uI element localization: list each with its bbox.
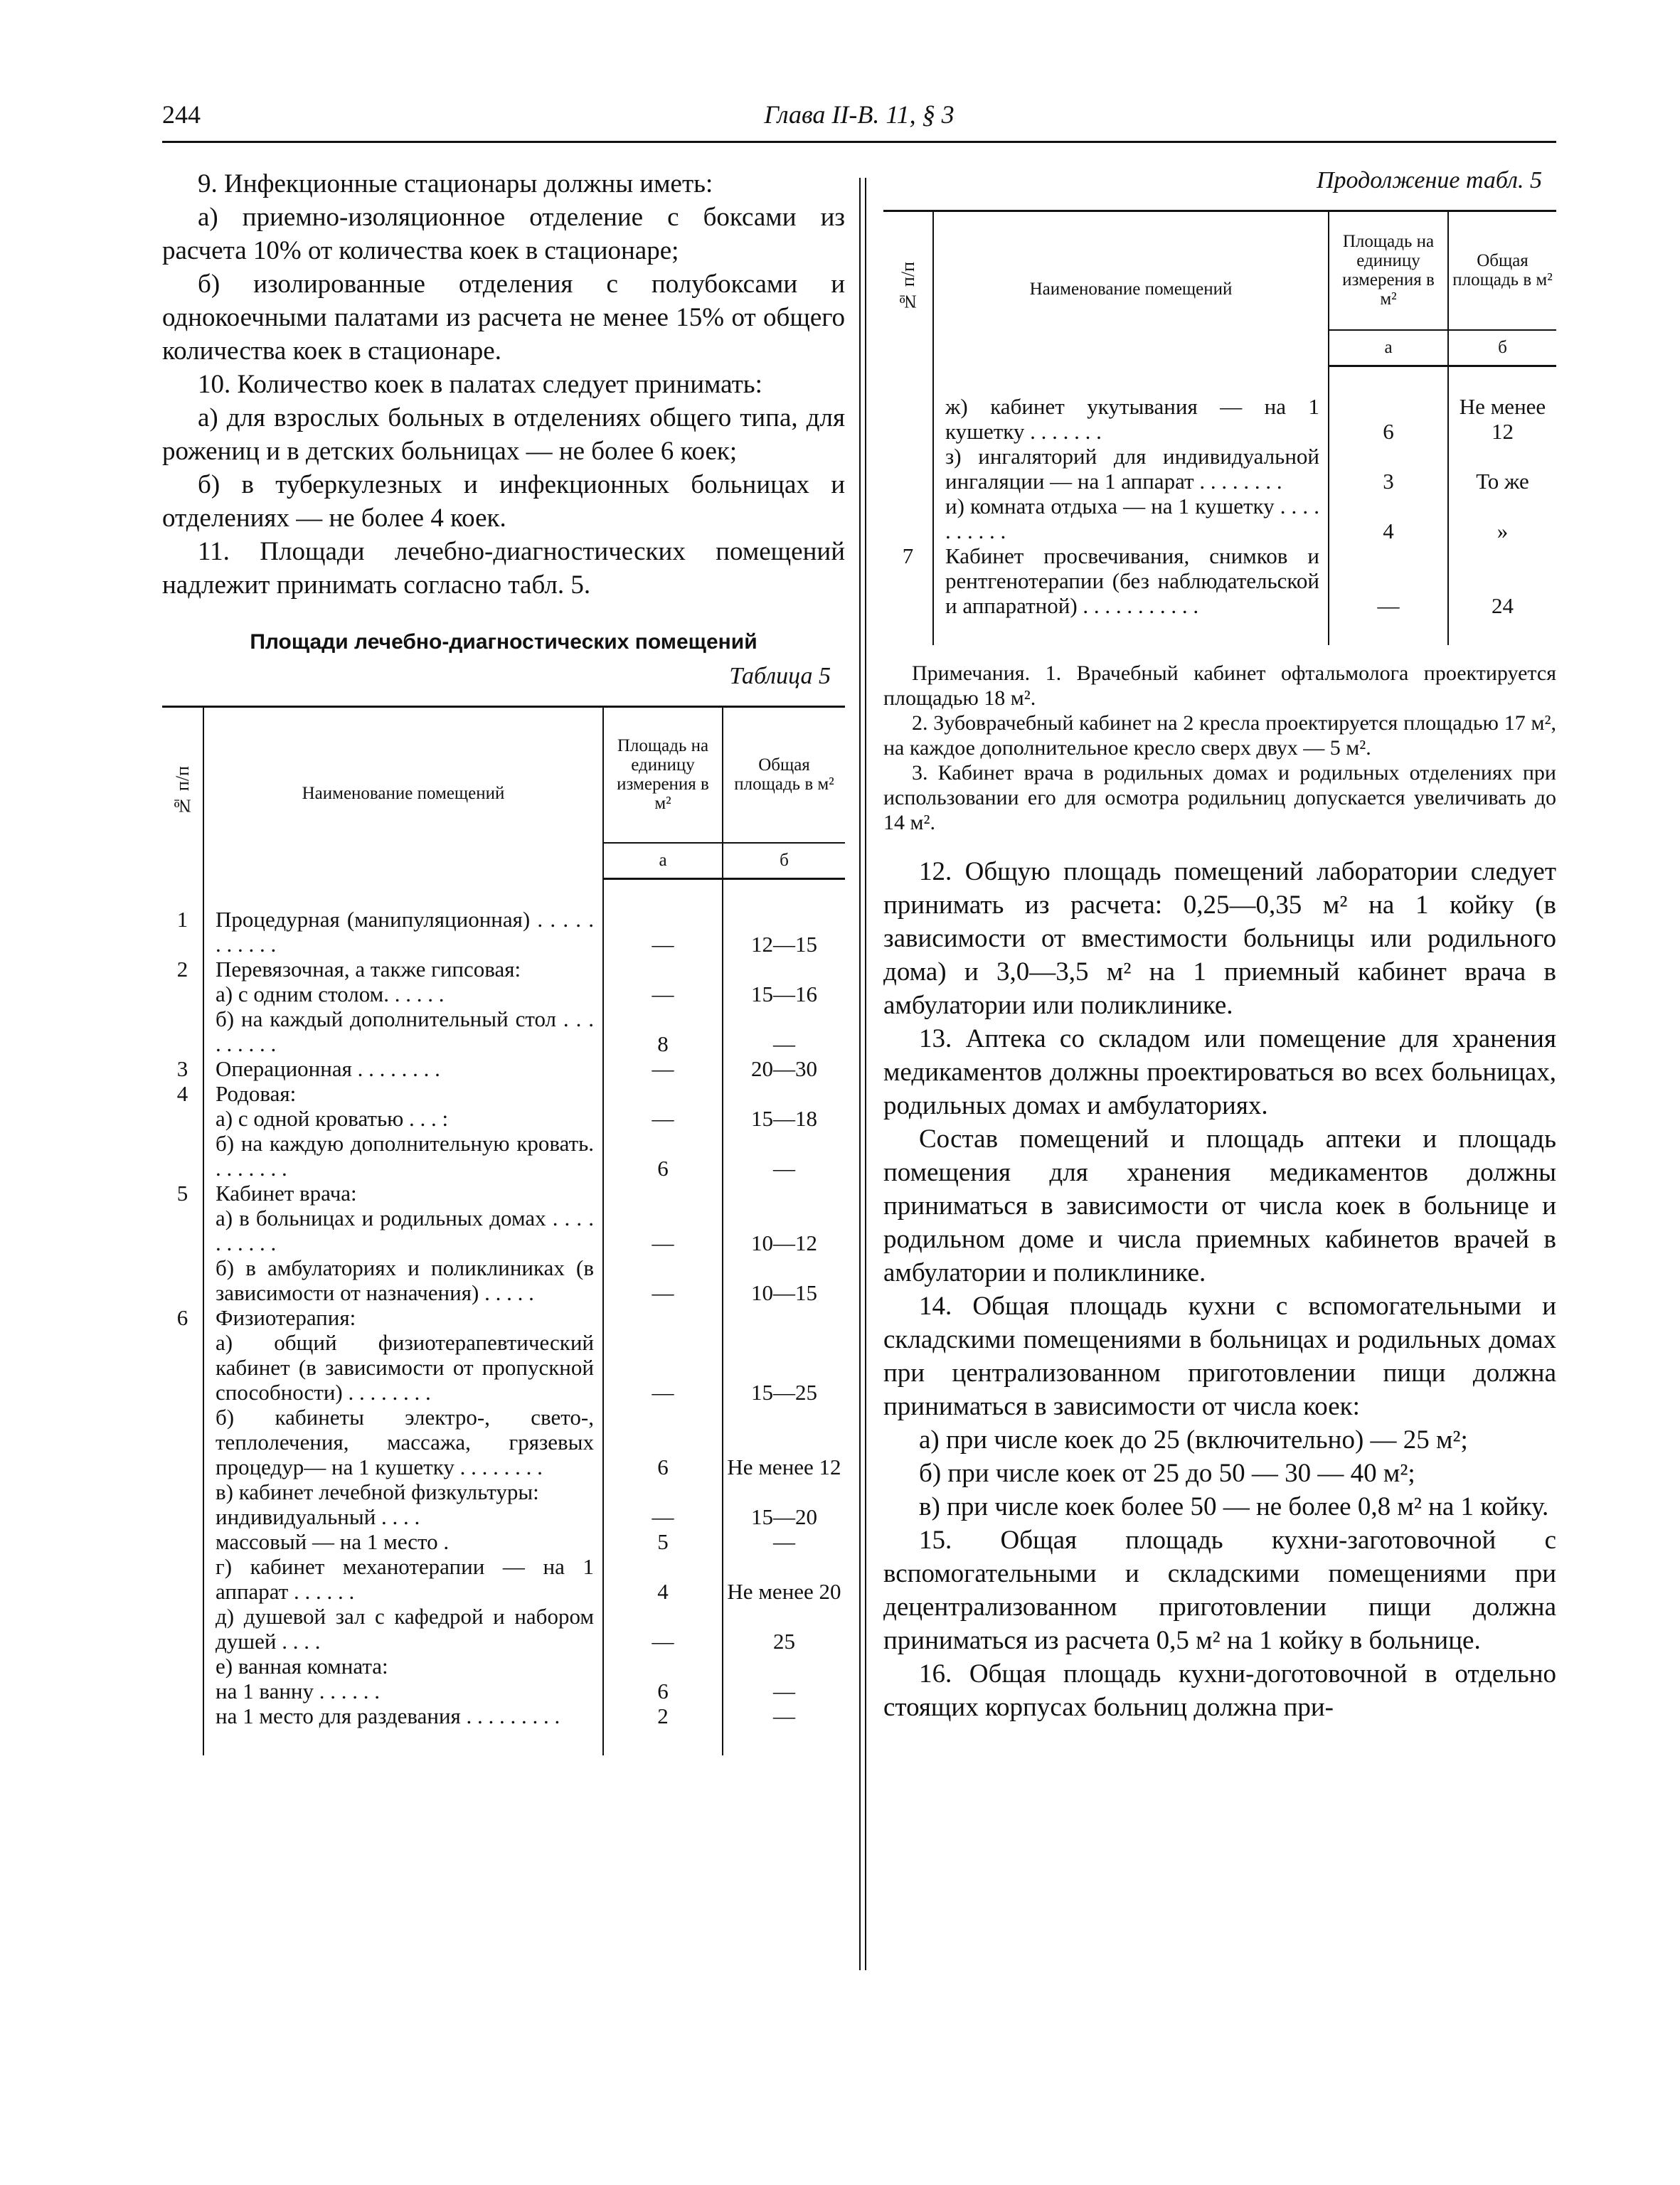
row-unit-area: — bbox=[603, 1330, 723, 1405]
paragraph: а) приемно-изоляционное отделение с боксами из расчета 10% от количества коек в стационаре; bbox=[162, 203, 845, 265]
row-unit-area: 4 bbox=[603, 1554, 723, 1604]
column-divider bbox=[859, 178, 861, 1970]
header-total-area: Общая площадь в м² bbox=[723, 707, 845, 843]
table-row bbox=[883, 543, 1556, 618]
row-unit-area bbox=[603, 1305, 723, 1330]
header-col-a: а bbox=[603, 843, 723, 879]
row-total-area: 15—25 bbox=[723, 1330, 845, 1405]
row-number bbox=[883, 394, 933, 444]
row-number bbox=[162, 1529, 203, 1554]
paragraph: 14. Общая площадь кухни с вспомогательными и складскими помещениями в больницах и родильных домах при централизованном приготовлении пищи должна приниматься в зависимости от числа коек: bbox=[883, 1291, 1556, 1421]
row-name: а) общий физиотерапевтический кабинет (в зависимости от пропускной способности) . . . . . . . . bbox=[203, 1330, 603, 1405]
table-row bbox=[162, 1330, 845, 1405]
paragraph: а) при числе коек до 25 (включительно) — 25 м²; bbox=[919, 1425, 1468, 1455]
header-total-area: Общая площадь в м² bbox=[1448, 211, 1556, 330]
note: 3. Кабинет врача в родильных домах и родильных отделениях при использовании его для осмотра родильниц допускается увеличивать до 14 м². bbox=[883, 760, 1556, 834]
table-row bbox=[162, 1604, 845, 1654]
row-unit-area: — bbox=[603, 1106, 723, 1131]
row-name: индивидуальный . . . . bbox=[203, 1504, 603, 1529]
row-total-area: — bbox=[723, 1131, 845, 1181]
row-name: е) ванная комната: bbox=[203, 1654, 603, 1679]
row-total-area: 15—16 bbox=[723, 982, 845, 1006]
table-row bbox=[162, 1181, 845, 1206]
row-number bbox=[162, 1554, 203, 1604]
table-row bbox=[883, 444, 1556, 494]
paragraph: б) в туберкулезных и инфекционных больницах и отделениях — не более 4 коек. bbox=[162, 470, 845, 533]
row-number bbox=[162, 982, 203, 1006]
paragraph: Состав помещений и площадь аптеки и площадь помещения для хранения медикаментов должны приниматься в зависимости от числа коек в больнице и родильном доме и числа приемных кабинетов врачей в амбулатории и поликлинике. bbox=[883, 1124, 1556, 1287]
table-row bbox=[162, 957, 845, 982]
row-number bbox=[883, 494, 933, 543]
row-name: г) кабинет механотерапии — на 1 аппарат . . . . . . bbox=[203, 1554, 603, 1604]
row-name: Родовая: bbox=[203, 1081, 603, 1106]
paragraph: 13. Аптека со складом или помещение для хранения медикаментов должны проектироваться во всех больницах, родильных домах и амбулаториях. bbox=[883, 1024, 1556, 1120]
row-number bbox=[162, 1255, 203, 1305]
row-total-area: Не менее 12 bbox=[723, 1405, 845, 1479]
table-row bbox=[162, 1554, 845, 1604]
row-name: б) в амбулаториях и поликлиниках (в зависимости от назначения) . . . . . bbox=[203, 1255, 603, 1305]
row-unit-area: — bbox=[603, 1255, 723, 1305]
row-name: д) душевой зал с кафедрой и набором душей . . . . bbox=[203, 1604, 603, 1654]
row-number bbox=[162, 1679, 203, 1703]
row-number: 3 bbox=[162, 1056, 203, 1081]
row-unit-area: — bbox=[603, 907, 723, 957]
row-total-area: Не менее 12 bbox=[1448, 394, 1556, 444]
paragraph: б) изолированные отделения с полубоксами и однокоечными палатами из расчета не менее 15% от общего количества коек в стационаре. bbox=[162, 270, 845, 366]
row-total-area: 10—15 bbox=[723, 1255, 845, 1305]
row-unit-area: — bbox=[603, 982, 723, 1006]
row-total-area: 15—18 bbox=[723, 1106, 845, 1131]
row-name: а) с одним столом. . . . . . bbox=[203, 982, 603, 1006]
table-label: Таблица 5 bbox=[729, 663, 831, 689]
row-number bbox=[162, 1703, 203, 1728]
row-unit-area: — bbox=[603, 1206, 723, 1255]
row-name: в) кабинет лечебной физкультуры: bbox=[203, 1479, 603, 1504]
row-number: 2 bbox=[162, 957, 203, 982]
table-row bbox=[883, 394, 1556, 444]
running-title: Глава II-В. 11, § 3 bbox=[764, 100, 955, 129]
row-total-area: — bbox=[723, 1703, 845, 1728]
table-row bbox=[162, 1479, 845, 1504]
header-num: № п/п bbox=[162, 707, 203, 879]
row-name: на 1 ванну . . . . . . bbox=[203, 1679, 603, 1703]
row-name: Процедурная (манипуляционная) . . . . . . . . . . . bbox=[203, 907, 603, 957]
paragraph: 15. Общая площадь кухни-заготовочной с вспомогательными и складскими помещениями при децентрализованном приготовлении пищи должна приниматься из расчета 0,5 м² на 1 койку в больнице. bbox=[883, 1525, 1556, 1655]
row-total-area: 15—20 bbox=[723, 1504, 845, 1529]
row-number bbox=[162, 1206, 203, 1255]
table-row bbox=[883, 494, 1556, 543]
table-row bbox=[162, 1654, 845, 1679]
row-name: б) на каждый дополнительный стол . . . . . . . . . bbox=[203, 1006, 603, 1056]
page-number: 244 bbox=[162, 100, 201, 129]
left-column bbox=[162, 167, 845, 1755]
row-number bbox=[162, 1504, 203, 1529]
row-total-area bbox=[723, 1081, 845, 1106]
row-unit-area: 4 bbox=[1329, 494, 1448, 543]
table-row bbox=[162, 1056, 845, 1081]
row-name: Кабинет просвечивания, снимков и рентгенотерапии (без наблюдательской и аппаратной) . . . . . . . . . . . bbox=[933, 543, 1329, 618]
row-number bbox=[162, 1131, 203, 1181]
row-name: и) комната отдыха — на 1 кушетку . . . . . . . . . . bbox=[933, 494, 1329, 543]
header-num: № п/п bbox=[883, 211, 933, 366]
row-unit-area: 5 bbox=[603, 1529, 723, 1554]
row-unit-area bbox=[603, 1654, 723, 1679]
header-unit-area: Площадь на единицу измерения в м² bbox=[603, 707, 723, 843]
row-total-area: То же bbox=[1448, 444, 1556, 494]
row-number bbox=[162, 1479, 203, 1504]
table-row bbox=[162, 1305, 845, 1330]
table-title: Площади лечебно-диагностических помещений bbox=[250, 630, 757, 654]
row-total-area: — bbox=[723, 1529, 845, 1554]
row-name: з) ингаляторий для индивидуальной ингаляции — на 1 аппарат . . . . . . . . bbox=[933, 444, 1329, 494]
continuation-label: Продолжение табл. 5 bbox=[1316, 167, 1542, 193]
row-number bbox=[883, 444, 933, 494]
row-name: б) кабинеты электро-, свето-, теплолечения, массажа, грязевых процедур— на 1 кушетку . . . . . . . . bbox=[203, 1405, 603, 1479]
row-name: Физиотерапия: bbox=[203, 1305, 603, 1330]
row-number: 1 bbox=[162, 907, 203, 957]
row-unit-area: 6 bbox=[603, 1131, 723, 1181]
table-row bbox=[162, 1006, 845, 1056]
page-header bbox=[162, 98, 1556, 143]
row-unit-area: 6 bbox=[1329, 394, 1448, 444]
row-total-area bbox=[723, 957, 845, 982]
table-row bbox=[162, 907, 845, 957]
table-row bbox=[162, 1131, 845, 1181]
row-total-area: 24 bbox=[1448, 543, 1556, 618]
row-unit-area bbox=[603, 1181, 723, 1206]
row-unit-area: 2 bbox=[603, 1703, 723, 1728]
row-total-area: 25 bbox=[723, 1604, 845, 1654]
table-row bbox=[162, 1106, 845, 1131]
table-row bbox=[162, 1206, 845, 1255]
row-unit-area: — bbox=[603, 1504, 723, 1529]
paragraph: а) для взрослых больных в отделениях общего типа, для рожениц и в детских больницах — не более 6 коек; bbox=[162, 403, 845, 466]
paragraph: 11. Площади лечебно-диагностических помещений надлежит принимать согласно табл. 5. bbox=[162, 537, 845, 600]
table-body bbox=[883, 366, 1556, 645]
row-unit-area bbox=[603, 1479, 723, 1504]
header-col-b: б bbox=[723, 843, 845, 879]
row-unit-area: — bbox=[603, 1056, 723, 1081]
table-row bbox=[162, 1405, 845, 1479]
header-name: Наименование помещений bbox=[203, 707, 603, 879]
header-name: Наименование помещений bbox=[933, 211, 1329, 366]
right-column bbox=[883, 167, 1556, 1724]
note: 2. Зубоврачебный кабинет на 2 кресла проектируется площадью 17 м², на каждое дополнительное кресло сверх двух — 5 м². bbox=[883, 711, 1556, 760]
paragraph: 16. Общая площадь кухни-доготовочной в отдельно стоящих корпусах больниц должна при- bbox=[883, 1659, 1556, 1722]
row-number: 6 bbox=[162, 1305, 203, 1330]
row-total-area bbox=[723, 1479, 845, 1504]
row-total-area: 20—30 bbox=[723, 1056, 845, 1081]
row-name: а) с одной кроватью . . . : bbox=[203, 1106, 603, 1131]
row-number bbox=[162, 1405, 203, 1479]
row-total-area: — bbox=[723, 1679, 845, 1703]
row-number: 7 bbox=[883, 543, 933, 618]
row-unit-area: 3 bbox=[1329, 444, 1448, 494]
row-unit-area: 6 bbox=[603, 1405, 723, 1479]
row-total-area bbox=[723, 1305, 845, 1330]
row-unit-area: — bbox=[1329, 543, 1448, 618]
row-name: Операционная . . . . . . . . bbox=[203, 1056, 603, 1081]
header-col-b: б bbox=[1448, 330, 1556, 366]
table-row bbox=[162, 1703, 845, 1728]
table-row bbox=[162, 1504, 845, 1529]
table-notes bbox=[883, 661, 1556, 835]
row-total-area: » bbox=[1448, 494, 1556, 543]
table-body bbox=[162, 878, 845, 1755]
note: Примечания. 1. Врачебный кабинет офтальмолога проектируется площадью 18 м². bbox=[883, 661, 1556, 710]
row-number bbox=[162, 1330, 203, 1405]
table-row bbox=[162, 1679, 845, 1703]
row-unit-area: 8 bbox=[603, 1006, 723, 1056]
paragraph: 10. Количество коек в палатах следует принимать: bbox=[198, 370, 762, 399]
row-total-area bbox=[723, 1181, 845, 1206]
row-name: Перевязочная, а также гипсовая: bbox=[203, 957, 603, 982]
row-number bbox=[162, 1604, 203, 1654]
column-divider bbox=[865, 178, 866, 1970]
row-number bbox=[162, 1106, 203, 1131]
row-name: Кабинет врача: bbox=[203, 1181, 603, 1206]
paragraph: 9. Инфекционные стационары должны иметь: bbox=[198, 169, 713, 198]
header-unit-area: Площадь на единицу измерения в м² bbox=[1329, 211, 1448, 330]
table-row bbox=[162, 1081, 845, 1106]
row-name: ж) кабинет укутывания — на 1 кушетку . . . . . . . bbox=[933, 394, 1329, 444]
row-total-area: — bbox=[723, 1006, 845, 1056]
paragraph: 12. Общую площадь помещений лаборатории следует принимать из расчета: 0,25—0,35 м² на 1 койку (в зависимости от вместимости больницы или родильного дома) и 3,0—3,5 м² на 1 приемный кабинет врача в амбулатории или поликлинике. bbox=[883, 856, 1556, 1020]
row-total-area: 12—15 bbox=[723, 907, 845, 957]
row-name: а) в больницах и родильных домах . . . . . . . . . . bbox=[203, 1206, 603, 1255]
table-row bbox=[162, 1529, 845, 1554]
row-number bbox=[162, 1006, 203, 1056]
paragraph: в) при числе коек более 50 — не более 0,8 м² на 1 койку. bbox=[919, 1492, 1549, 1521]
row-total-area: Не менее 20 bbox=[723, 1554, 845, 1604]
row-total-area bbox=[723, 1654, 845, 1679]
row-total-area: 10—12 bbox=[723, 1206, 845, 1255]
header-col-a: а bbox=[1329, 330, 1448, 366]
row-unit-area bbox=[603, 957, 723, 982]
row-number bbox=[162, 1654, 203, 1679]
row-unit-area: 6 bbox=[603, 1679, 723, 1703]
row-unit-area: — bbox=[603, 1604, 723, 1654]
paragraph: б) при числе коек от 25 до 50 — 30 — 40 м²; bbox=[919, 1458, 1415, 1488]
area-table-part1 bbox=[162, 706, 845, 1755]
row-name: б) на каждую дополнительную кровать. . . . . . . . bbox=[203, 1131, 603, 1181]
row-number: 5 bbox=[162, 1181, 203, 1206]
row-number: 4 bbox=[162, 1081, 203, 1106]
row-unit-area bbox=[603, 1081, 723, 1106]
table-row bbox=[162, 982, 845, 1006]
table-row bbox=[162, 1255, 845, 1305]
area-table-part2 bbox=[883, 210, 1556, 645]
right-text bbox=[883, 855, 1556, 1724]
row-name: массовый — на 1 место . bbox=[203, 1529, 603, 1554]
row-name: на 1 место для раздевания . . . . . . . . . bbox=[203, 1703, 603, 1728]
